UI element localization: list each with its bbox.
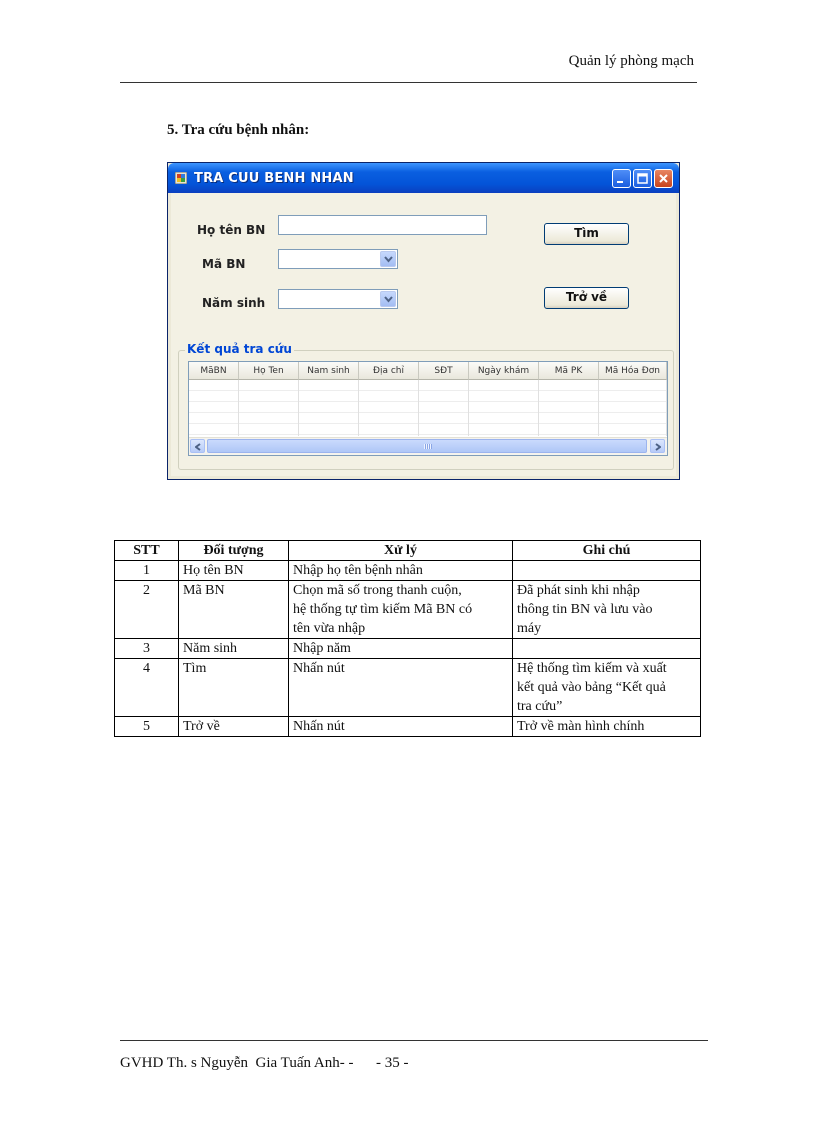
header-xu-ly: Xử lý bbox=[289, 541, 513, 561]
close-button[interactable] bbox=[654, 169, 673, 188]
cell-stt: 5 bbox=[115, 717, 179, 737]
table-row bbox=[115, 639, 701, 659]
app-icon bbox=[175, 172, 187, 184]
close-icon bbox=[657, 172, 670, 185]
header-divider bbox=[120, 82, 697, 83]
ma-bn-combobox[interactable] bbox=[278, 249, 398, 269]
scroll-thumb[interactable] bbox=[207, 439, 647, 453]
page-header-title: Quản lý phòng mạch bbox=[568, 53, 694, 69]
cell-doi-tuong: Mã BN bbox=[179, 581, 289, 639]
cell-doi-tuong: Họ tên BN bbox=[179, 561, 289, 581]
minimize-button[interactable] bbox=[612, 169, 631, 188]
cell-xu-ly: Chọn mã số trong thanh cuộn, hệ thống tự tìm kiếm Mã BN có tên vừa nhập bbox=[289, 581, 513, 639]
search-patient-window bbox=[167, 162, 680, 480]
grid-column-header[interactable]: Địa chỉ bbox=[359, 362, 419, 380]
cell-stt: 2 bbox=[115, 581, 179, 639]
cell-stt: 4 bbox=[115, 659, 179, 717]
cell-doi-tuong: Trở về bbox=[179, 717, 289, 737]
scroll-right-button[interactable] bbox=[650, 439, 665, 453]
table-header-row bbox=[115, 541, 701, 561]
scroll-left-button[interactable] bbox=[190, 439, 205, 453]
ma-bn-dropdown-button[interactable] bbox=[380, 251, 396, 267]
table-row bbox=[115, 561, 701, 581]
cell-ghi-chu bbox=[513, 639, 701, 659]
cell-xu-ly: Nhập năm bbox=[289, 639, 513, 659]
header-ghi-chu: Ghi chú bbox=[513, 541, 701, 561]
footer-divider bbox=[120, 1040, 708, 1041]
chevron-right-icon bbox=[655, 443, 661, 451]
grid-column-lines bbox=[189, 380, 667, 436]
scroll-grip bbox=[424, 444, 432, 449]
table-row bbox=[115, 659, 701, 717]
tim-button[interactable]: Tìm bbox=[544, 223, 629, 245]
grid-column-header[interactable]: Ngày khám bbox=[469, 362, 539, 380]
ma-bn-label: Mã BN bbox=[202, 257, 246, 271]
result-datagrid[interactable] bbox=[188, 361, 668, 456]
section-heading: 5. Tra cứu bệnh nhân: bbox=[167, 122, 310, 138]
tro-ve-button[interactable]: Trở về bbox=[544, 287, 629, 309]
maximize-icon bbox=[636, 172, 649, 185]
grid-column-header[interactable]: Nam sinh bbox=[299, 362, 359, 380]
grid-column-header[interactable]: MãBN bbox=[189, 362, 239, 380]
table-row bbox=[115, 717, 701, 737]
cell-ghi-chu bbox=[513, 561, 701, 581]
cell-ghi-chu: Trở về màn hình chính bbox=[513, 717, 701, 737]
grid-column-header[interactable]: SĐT bbox=[419, 362, 469, 380]
window-title: TRA CUU BENH NHAN bbox=[194, 171, 354, 186]
cell-xu-ly: Nhập họ tên bệnh nhân bbox=[289, 561, 513, 581]
cell-ghi-chu: Hệ thống tìm kiếm và xuất kết quả vào bảng “Kết quả tra cứu” bbox=[513, 659, 701, 717]
cell-xu-ly: Nhấn nút bbox=[289, 659, 513, 717]
cell-ghi-chu: Đã phát sinh khi nhập thông tin BN và lưu vào máy bbox=[513, 581, 701, 639]
ho-ten-input[interactable] bbox=[278, 215, 487, 235]
cell-xu-ly: Nhấn nút bbox=[289, 717, 513, 737]
grid-column-header[interactable]: Họ Ten bbox=[239, 362, 299, 380]
description-table bbox=[114, 540, 701, 737]
result-groupbox bbox=[178, 342, 674, 470]
grid-column-header[interactable]: Mã PK bbox=[539, 362, 599, 380]
table-row bbox=[115, 581, 701, 639]
result-group-legend: Kết quả tra cứu bbox=[187, 342, 292, 356]
header-doi-tuong: Đối tượng bbox=[179, 541, 289, 561]
chevron-down-icon bbox=[384, 296, 393, 303]
cell-stt: 3 bbox=[115, 639, 179, 659]
chevron-down-icon bbox=[384, 256, 393, 263]
cell-stt: 1 bbox=[115, 561, 179, 581]
nam-sinh-combobox[interactable] bbox=[278, 289, 398, 309]
grid-column-header[interactable]: Mã Hóa Đơn bbox=[599, 362, 667, 380]
maximize-button[interactable] bbox=[633, 169, 652, 188]
cell-doi-tuong: Năm sinh bbox=[179, 639, 289, 659]
window-titlebar[interactable] bbox=[168, 163, 679, 193]
ho-ten-label: Họ tên BN bbox=[197, 223, 266, 237]
grid-header-row bbox=[189, 362, 667, 380]
horizontal-scrollbar[interactable] bbox=[189, 437, 667, 455]
chevron-left-icon bbox=[195, 443, 201, 451]
window-client-area bbox=[171, 193, 676, 476]
cell-doi-tuong: Tìm bbox=[179, 659, 289, 717]
header-stt: STT bbox=[115, 541, 179, 561]
nam-sinh-dropdown-button[interactable] bbox=[380, 291, 396, 307]
page-footer: GVHD Th. s Nguyễn Gia Tuấn Anh- - - 35 - bbox=[120, 1055, 409, 1071]
nam-sinh-label: Năm sinh bbox=[202, 296, 266, 310]
minimize-icon bbox=[615, 172, 628, 185]
